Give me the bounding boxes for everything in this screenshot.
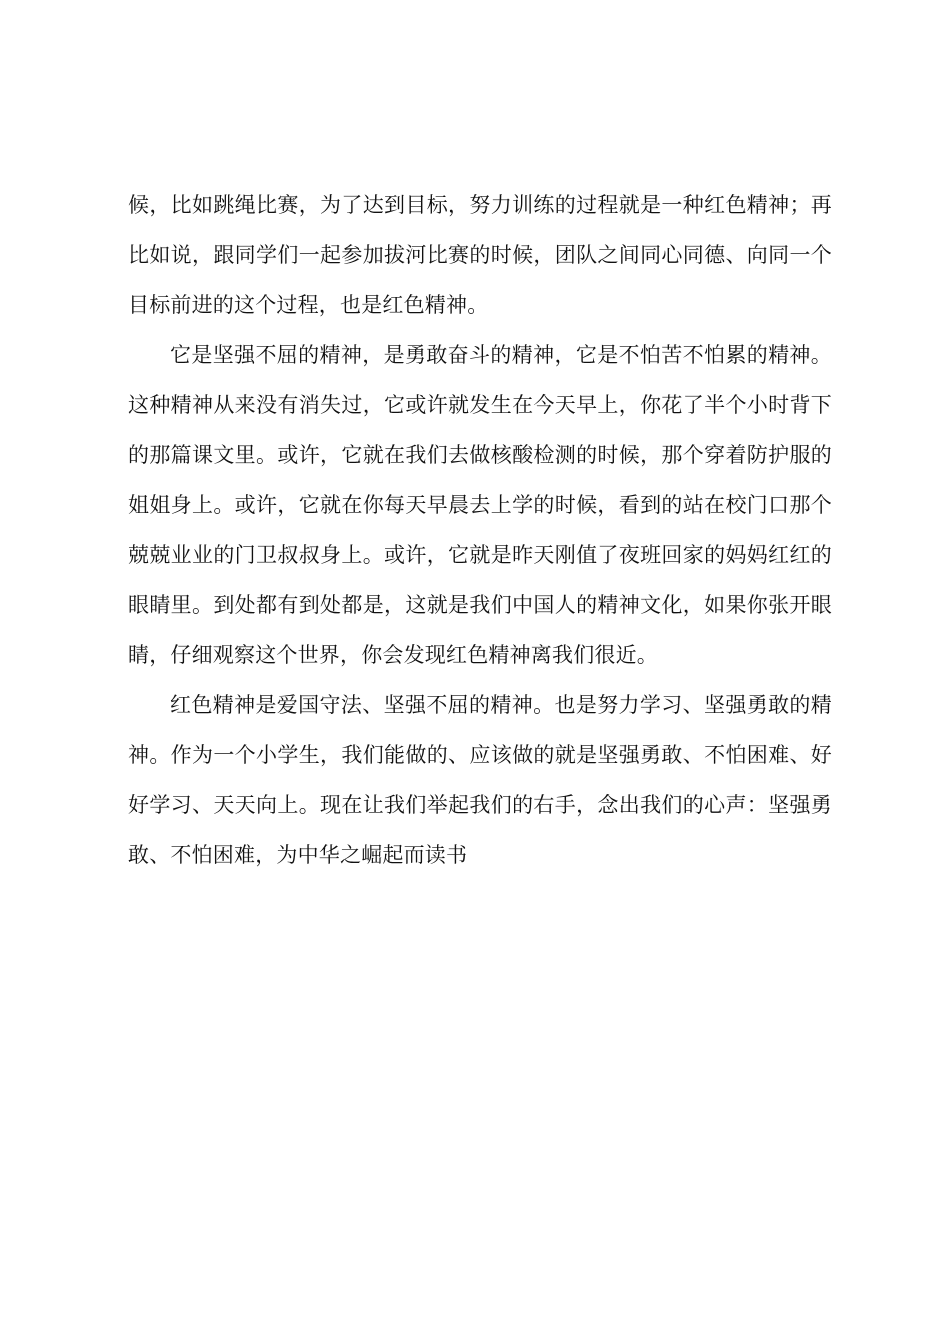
paragraph-spirit-everywhere: 它是坚强不屈的精神，是勇敢奋斗的精神，它是不怕苦不怕累的精神。这种精神从来没有消失过，它或许就发生在今天早上，你花了半个小时背下的那篇课文里。或许，它就在我们去做核酸检测的时候，那个穿着防护服的姐姐身上。或许，它就在你每天早晨去上学的时候，看到的站在校门口那个兢兢业业的门卫叔叔身上。或许，它就是昨天刚值了夜班回家的妈妈红红的眼睛里。到处都有到处都是，这就是我们中国人的精神文化，如果你张开眼睛，仔细观察这个世界，你会发现红色精神离我们很近。 (128, 343, 832, 667)
document-body (128, 180, 832, 880)
paragraph-conclusion: 红色精神是爱国守法、坚强不屈的精神。也是努力学习、坚强勇敢的精神。作为一个小学生，我们能做的、应该做的就是坚强勇敢、不怕困难、好好学习、天天向上。现在让我们举起我们的右手，念出我们的心声：坚强勇敢、不怕困难，为中华之崛起而读书 (128, 693, 832, 867)
paragraph-continuation: 候，比如跳绳比赛，为了达到目标，努力训练的过程就是一种红色精神；再比如说，跟同学们一起参加拔河比赛的时候，团队之间同心同德、向同一个目标前进的这个过程，也是红色精神。 (128, 193, 832, 317)
